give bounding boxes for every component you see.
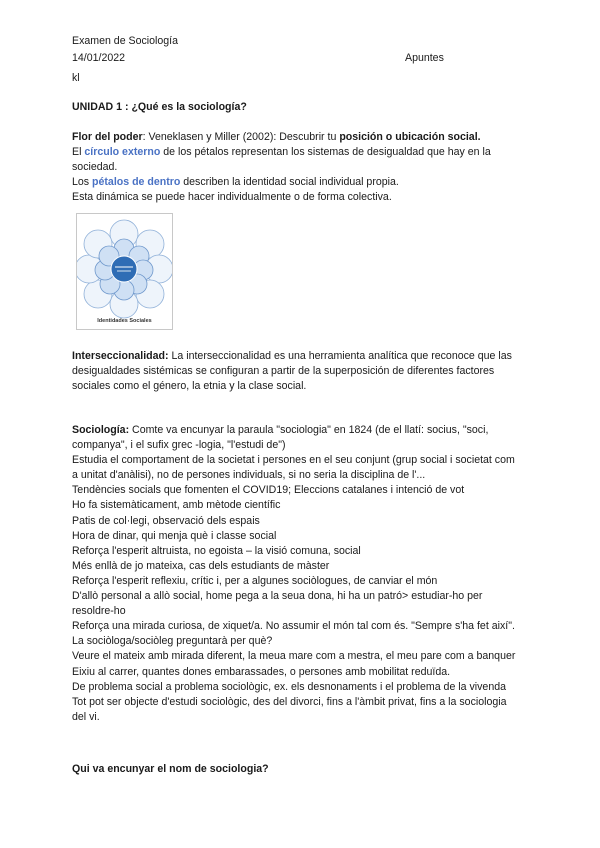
sociologia-line: Reforça una mirada curiosa, de xiquet/a. No assumir el món tal com és. "Sempre s'ha fet així". La sociòloga/sociòleg preguntarà per què? bbox=[72, 620, 515, 648]
figure-caption: Identidades Sociales bbox=[97, 318, 152, 324]
doc-label-apuntes: Apuntes bbox=[405, 52, 444, 64]
sociologia-term: Sociología: bbox=[72, 424, 130, 436]
sociologia-line: Tendències socials que fomenten el COVID19; Eleccions catalanes i intenció de vot bbox=[72, 484, 465, 497]
doc-title: Examen de Sociología bbox=[72, 35, 179, 47]
sociologia-line: Patis de col·legi, observació dels espais bbox=[72, 514, 260, 527]
sociologia-line: Estudia el comportament de la societat i persones en el seu conjunt (grup social i societat com a unitat d'anàlisi), no de persones individuals, si no seria la disciplina de l'... bbox=[72, 454, 515, 482]
doc-date: 14/01/2022 bbox=[72, 52, 126, 64]
interseccionalidad-section bbox=[72, 349, 522, 394]
flor-term: Flor del poder bbox=[72, 131, 143, 143]
interseccionalidad-term: Interseccionalidad: bbox=[72, 350, 169, 362]
flor-section bbox=[72, 130, 522, 205]
flor-line-1: Flor del poder: Veneklasen y Miller (2002): Descubrir tu posición o ubicación social. bbox=[72, 131, 481, 143]
question-heading: Qui va encunyar el nom de sociologia? bbox=[72, 763, 269, 775]
sociologia-line-first: Sociología: Comte va encunyar la paraula "sociologia" en 1824 (de el llatí: socius, "soci, companya", i el sufix grec -logia, "l'estudi de") bbox=[72, 424, 489, 452]
flower-of-power-figure bbox=[76, 213, 173, 330]
doc-note: kl bbox=[72, 72, 80, 84]
interseccionalidad-paragraph: Interseccionalidad: La interseccionalidad es una herramienta analítica que reconoce que las desigualdades sistémicas se configuran a partir de la superposición de diferentes factores sociales como el género, la etnia y la clase social. bbox=[72, 350, 512, 393]
sociologia-line: Tot pot ser objecte d'estudi sociològic, des del divorci, fins a l'àmbit privat, fins a la sociologia del vi. bbox=[72, 695, 507, 723]
outer-circle-term: círculo externo bbox=[84, 146, 161, 159]
inner-petals-term: pétalos de dentro bbox=[92, 176, 181, 189]
sociologia-line: Veure el mateix amb mirada diferent, la meua mare com a mestra, el meu pare com a banquer bbox=[72, 650, 516, 663]
sociologia-line: Més enllà de jo mateixa, cas dels estudiants de màster bbox=[72, 559, 330, 572]
sociologia-line: Eixiu al carrer, quantes dones embarassades, o persones amb mobilitat reduïda. bbox=[72, 665, 451, 678]
flor-line-2: El círculo externo de los pétalos representan los sistemas de desigualdad que hay en la sociedad. bbox=[72, 146, 491, 174]
sociologia-line: De problema social a problema sociològic, ex. els desnonaments i el problema de la vivenda bbox=[72, 680, 506, 693]
sociologia-line: Ho fa sistemàticament, amb mètode científic bbox=[72, 499, 281, 512]
sociologia-line: Reforça l'esperit altruista, no egoista – la visió comuna, social bbox=[72, 544, 361, 557]
flor-line-3: Los pétalos de dentro describen la identidad social individual propia. bbox=[72, 176, 399, 189]
flor-line-4: Esta dinámica se puede hacer individualmente o de forma colectiva. bbox=[72, 191, 392, 204]
sociologia-section bbox=[72, 423, 522, 725]
sociologia-line: D'allò personal a allò social, home pega a la seua dona, hi ha un patró> estudiar-ho per resoldre-ho bbox=[72, 590, 483, 618]
sociologia-line: Reforça l'esperit reflexiu, crític i, per a algunes sociòlogues, de canviar el món bbox=[72, 574, 438, 587]
flower-diagram bbox=[77, 214, 172, 329]
sociologia-line: Hora de dinar, qui menja què i classe social bbox=[72, 529, 277, 542]
unit-heading: UNIDAD 1 : ¿Qué es la sociología? bbox=[72, 101, 247, 113]
